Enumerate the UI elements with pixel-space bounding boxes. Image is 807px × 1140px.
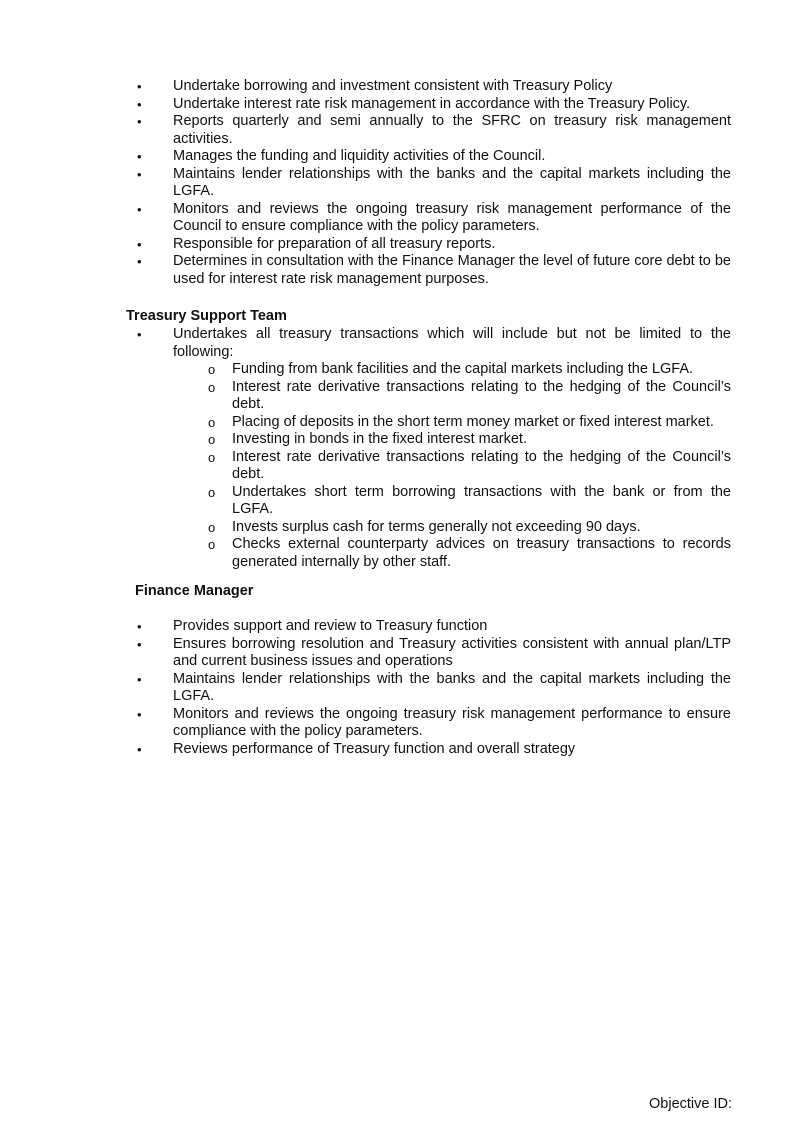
section-heading-finance-manager: Finance Manager (135, 583, 254, 599)
sub-list-item-text: Funding from bank facilities and the capital markets including the LGFA. (232, 361, 694, 377)
bullet-icon: • (137, 236, 142, 252)
finance-manager-list (0, 618, 807, 758)
section-heading-treasury-support-team: Treasury Support Team (126, 308, 287, 324)
circle-bullet-icon: o (208, 432, 216, 447)
list-item (0, 618, 807, 636)
list-item (0, 636, 807, 671)
bullet-icon: • (137, 741, 142, 757)
list-item (0, 741, 807, 759)
list-item-text: Provides support and review to Treasury function (173, 618, 488, 634)
list-item-text: Manages the funding and liquidity activities of the Council. (173, 148, 546, 164)
circle-bullet-icon: o (208, 379, 216, 395)
list-item (0, 706, 807, 741)
responsibilities-list (0, 78, 807, 288)
sub-list-item (0, 519, 807, 537)
sub-list-item (0, 536, 807, 571)
list-item (0, 78, 807, 96)
support-team-list (0, 326, 807, 571)
bullet-icon: • (137, 114, 142, 129)
sub-list-item (0, 414, 807, 432)
list-item-text: Reports quarterly and semi annually to the SFRC on treasury risk management activities. (173, 113, 731, 147)
list-item-text: Undertakes all treasury transactions which will include but not be limited to the following: (173, 326, 731, 360)
circle-bullet-icon: o (208, 414, 216, 430)
list-item-text: Monitors and reviews the ongoing treasury risk management performance of the Council to ensure compliance with the policy parameters. (173, 200, 731, 234)
sub-list-item-text: Undertakes short term borrowing transactions with the bank or from the LGFA. (232, 483, 731, 517)
list-item-text: Undertake interest rate risk management in accordance with the Treasury Policy. (173, 95, 691, 112)
list-item-text: Monitors and reviews the ongoing treasury risk management performance to ensure compliance with the policy parameters. (173, 705, 731, 739)
bullet-icon: • (137, 166, 142, 182)
list-item-text: Undertake borrowing and investment consistent with Treasury Policy (173, 78, 613, 94)
circle-bullet-icon: o (208, 449, 216, 465)
sub-list-item (0, 484, 807, 519)
sub-list-item-text: Placing of deposits in the short term money market or fixed interest market. (232, 413, 714, 430)
sub-list-item-text: Invests surplus cash for terms generally not exceeding 90 days. (232, 518, 641, 535)
support-team-sub-list (0, 361, 807, 571)
list-item (0, 166, 807, 201)
bullet-icon: • (137, 254, 142, 269)
bullet-icon: • (137, 327, 142, 342)
list-item-text: Determines in consultation with the Finance Manager the level of future core debt to be used for interest rate risk management purposes. (173, 253, 731, 287)
list-item (0, 148, 807, 166)
list-item-text: Ensures borrowing resolution and Treasury activities consistent with annual plan/LTP and current business issues and operations (173, 635, 731, 669)
list-item (0, 236, 807, 254)
bullet-icon: • (137, 619, 142, 634)
sub-list-item (0, 431, 807, 449)
sub-list-item-text: Interest rate derivative transactions relating to the hedging of the Council’s debt. (232, 378, 731, 412)
list-item-text: Maintains lender relationships with the banks and the capital markets including the LGFA. (173, 165, 731, 199)
sub-list-item-text: Investing in bonds in the fixed interest market. (232, 431, 527, 447)
list-item (0, 96, 807, 114)
sub-list-item-text: Interest rate derivative transactions relating to the hedging of the Council’s debt. (232, 448, 731, 482)
bullet-icon: • (137, 79, 142, 94)
bullet-icon: • (137, 671, 142, 687)
list-item (0, 113, 807, 148)
circle-bullet-icon: o (208, 362, 216, 377)
list-item (0, 326, 807, 571)
bullet-icon: • (137, 201, 142, 217)
objective-id-footer: Objective ID: (649, 1096, 732, 1112)
list-item (0, 671, 807, 706)
circle-bullet-icon: o (208, 537, 216, 552)
bullet-icon: • (137, 636, 142, 652)
list-item-text: Responsible for preparation of all treasury reports. (173, 235, 496, 252)
bullet-icon: • (137, 706, 142, 722)
sub-list-item (0, 361, 807, 379)
sub-list-item (0, 379, 807, 414)
list-item-text: Maintains lender relationships with the banks and the capital markets including the LGFA. (173, 670, 731, 704)
bullet-icon: • (137, 149, 142, 164)
circle-bullet-icon: o (208, 484, 216, 500)
list-item-text: Reviews performance of Treasury function and overall strategy (173, 740, 576, 757)
sub-list-item-text: Checks external counterparty advices on treasury transactions to records generated internally by other staff. (232, 536, 731, 570)
circle-bullet-icon: o (208, 519, 216, 535)
list-item (0, 201, 807, 236)
bullet-icon: • (137, 96, 142, 112)
sub-list-item (0, 449, 807, 484)
list-item (0, 253, 807, 288)
